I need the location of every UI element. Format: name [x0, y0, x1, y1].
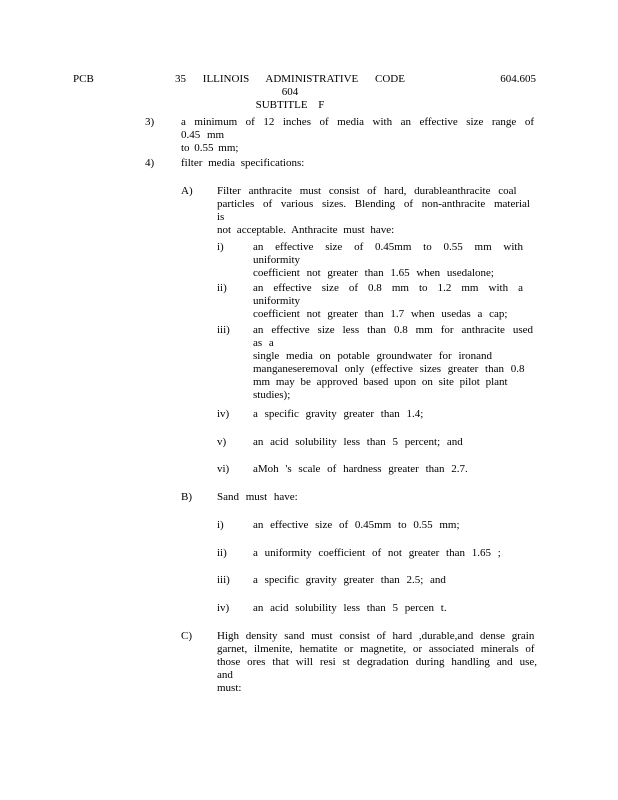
item-text: an acid solubility less than 5 percen t. — [253, 602, 447, 614]
item-number: B) — [181, 491, 192, 503]
item-number: ii) — [217, 282, 227, 294]
item-number: iv) — [217, 408, 230, 420]
header-title — [160, 73, 420, 112]
item-text: filter media specifications: — [181, 157, 305, 169]
item-number: vi) — [217, 463, 230, 475]
header-title-line1: 35 ILLINOIS ADMINISTRATIVE CODE 604 — [175, 73, 405, 98]
item-number: i) — [217, 241, 224, 253]
item-text: a minimum of 12 inches of media with an effective size range of 0.45 mm to 0.55 mm; — [181, 116, 534, 154]
header-section-number: 604.605 — [500, 73, 536, 85]
item-number: i) — [217, 519, 224, 531]
item-number: iv) — [217, 602, 230, 614]
item-text: a specific gravity greater than 2.5; and — [253, 574, 446, 586]
item-number: iii) — [217, 324, 230, 336]
item-text: High density sand must consist of hard ,durable,and dense grain garnet, ilmenite, hematite or magnetite, or associated minerals of those ores that will resi st degradation during handling and use, and must: — [217, 630, 537, 694]
item-number: 3) — [145, 116, 155, 128]
item-number: ii) — [217, 547, 227, 559]
item-text: an effective size of 0.45mm to 0.55 mm; — [253, 519, 460, 531]
item-number: v) — [217, 436, 227, 448]
item-text: a specific gravity greater than 1.4; — [253, 408, 424, 420]
item-text: a uniformity coefficient of not greater than 1.65 ; — [253, 547, 501, 559]
item-number: 4) — [145, 157, 155, 169]
item-number: iii) — [217, 574, 230, 586]
header-left-code: PCB — [73, 73, 94, 85]
item-text: an effective size of 0.45mm to 0.55 mm with uniformity coefficient not greater than 1.65 when usedalone; — [253, 241, 523, 279]
item-text: aMoh 's scale of hardness greater than 2.7. — [253, 463, 468, 475]
item-text: Filter anthracite must consist of hard, durableanthracite coal particles of various sizes. Blending of non-anthracite material is not acceptable. Anthracite must have: — [217, 185, 530, 236]
item-number: A) — [181, 185, 193, 197]
item-text: an acid solubility less than 5 percent; and — [253, 436, 463, 448]
item-number: C) — [181, 630, 192, 642]
item-text: an effective size of 0.8 mm to 1.2 mm with a uniformity coefficient not greater than 1.7 when usedas a cap; — [253, 282, 523, 320]
item-text: an effective size less than 0.8 mm for anthracite used as a single media on potable groundwater for ironand manganeseremoval only (effective sizes greater than 0.8 mm may be approved based upon on site pilot plant studies); — [253, 324, 533, 401]
item-text: Sand must have: — [217, 491, 298, 503]
header-title-line2: SUBTITLE F — [255, 99, 325, 111]
